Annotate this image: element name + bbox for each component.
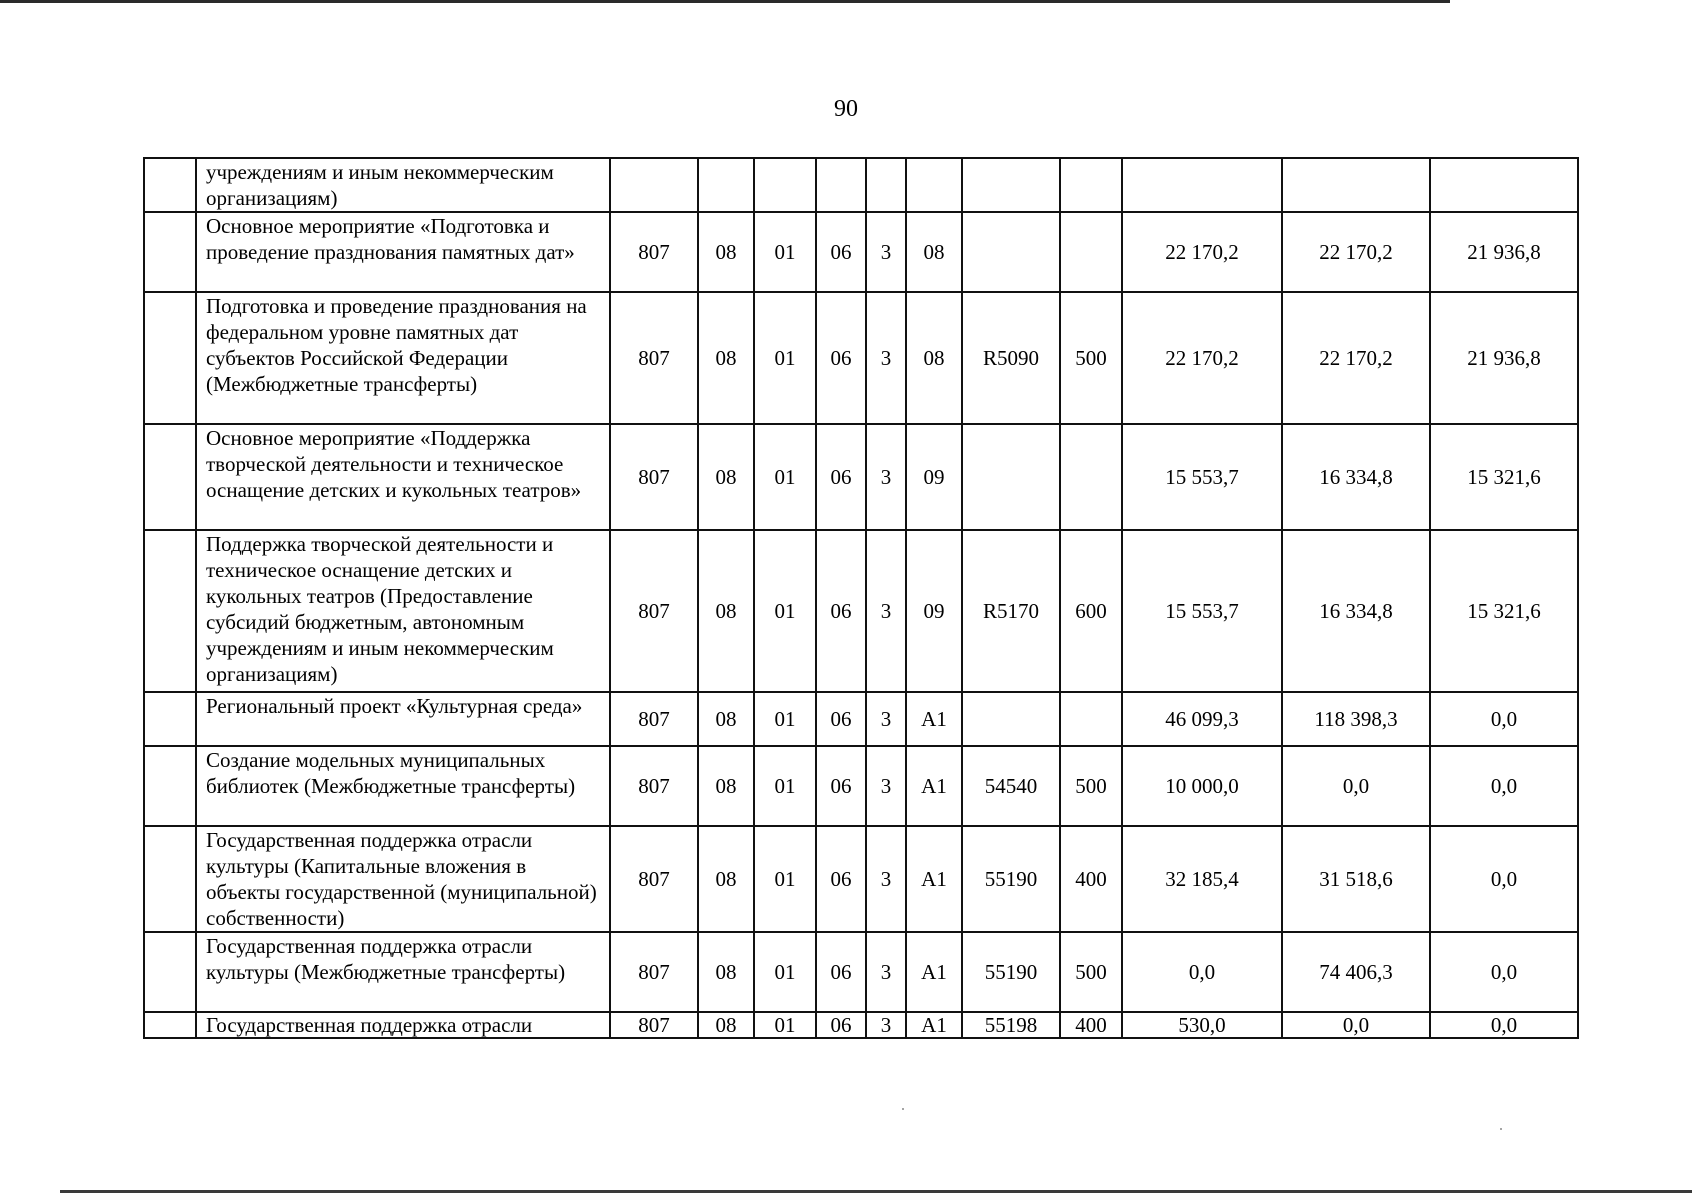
table-row [144,932,1578,1012]
amount-year3-cell: 0,0 [1430,1012,1578,1038]
grbs-cell: 807 [610,746,698,826]
event-cell: 08 [906,292,962,424]
amount-year2-cell: 16 334,8 [1282,530,1430,692]
table-row [144,1012,1578,1038]
subprogram-cell: 3 [866,1012,906,1038]
table-row [144,212,1578,292]
amount-year1-cell: 15 553,7 [1122,424,1282,530]
subsection-cell: 01 [754,292,816,424]
expense-type-cell [1060,158,1122,212]
event-cell: 09 [906,530,962,692]
subsection-cell: 01 [754,826,816,932]
amount-year2-cell [1282,158,1430,212]
subprogram-cell [866,158,906,212]
scan-edge-bottom [60,1190,1692,1193]
expense-type-cell [1060,212,1122,292]
row-name-cell: Государственная поддержка отрасли [196,1012,610,1038]
section-cell: 08 [698,530,754,692]
program-cell: 06 [816,932,866,1012]
amount-year1-cell: 32 185,4 [1122,826,1282,932]
program-cell: 06 [816,530,866,692]
subsection-cell: 01 [754,424,816,530]
expense-type-cell [1060,424,1122,530]
amount-year3-cell: 0,0 [1430,932,1578,1012]
amount-year3-cell: 0,0 [1430,826,1578,932]
subprogram-cell: 3 [866,530,906,692]
direction-code-cell [962,692,1060,746]
event-cell: 09 [906,424,962,530]
program-cell: 06 [816,826,866,932]
program-cell: 06 [816,212,866,292]
row-number-cell [144,424,196,530]
subprogram-cell: 3 [866,826,906,932]
subprogram-cell: 3 [866,692,906,746]
expense-type-cell: 600 [1060,530,1122,692]
grbs-cell: 807 [610,932,698,1012]
scan-speck [1500,1128,1502,1130]
table-row [144,826,1578,932]
direction-code-cell: R5170 [962,530,1060,692]
row-number-cell [144,292,196,424]
section-cell: 08 [698,1012,754,1038]
section-cell: 08 [698,746,754,826]
event-cell: A1 [906,746,962,826]
program-cell [816,158,866,212]
amount-year2-cell: 22 170,2 [1282,212,1430,292]
row-name-cell: учреждениям и иным некоммерческим организациям) [196,158,610,212]
row-name-cell: Государственная поддержка отрасли культуры (Межбюджетные трансферты) [196,932,610,1012]
grbs-cell: 807 [610,826,698,932]
budget-table [143,157,1579,1039]
direction-code-cell: 55190 [962,932,1060,1012]
scan-speck [902,1108,904,1110]
row-name-cell: Основное мероприятие «Подготовка и проведение празднования памятных дат» [196,212,610,292]
amount-year3-cell: 21 936,8 [1430,292,1578,424]
row-name-cell: Создание модельных муниципальных библиотек (Межбюджетные трансферты) [196,746,610,826]
subprogram-cell: 3 [866,932,906,1012]
row-number-cell [144,212,196,292]
subsection-cell: 01 [754,1012,816,1038]
expense-type-cell: 500 [1060,746,1122,826]
table-row [144,692,1578,746]
subsection-cell: 01 [754,746,816,826]
direction-code-cell: 55198 [962,1012,1060,1038]
row-number-cell [144,530,196,692]
direction-code-cell: R5090 [962,292,1060,424]
event-cell: A1 [906,932,962,1012]
section-cell [698,158,754,212]
amount-year3-cell: 15 321,6 [1430,424,1578,530]
table-row [144,292,1578,424]
grbs-cell: 807 [610,1012,698,1038]
direction-code-cell: 55190 [962,826,1060,932]
expense-type-cell: 500 [1060,932,1122,1012]
row-number-cell [144,746,196,826]
section-cell: 08 [698,424,754,530]
amount-year2-cell: 74 406,3 [1282,932,1430,1012]
table-row [144,158,1578,212]
amount-year3-cell: 21 936,8 [1430,212,1578,292]
amount-year1-cell: 15 553,7 [1122,530,1282,692]
amount-year1-cell: 46 099,3 [1122,692,1282,746]
expense-type-cell: 500 [1060,292,1122,424]
row-name-cell: Основное мероприятие «Поддержка творческой деятельности и техническое оснащение детских и кукольных театров» [196,424,610,530]
amount-year3-cell [1430,158,1578,212]
amount-year3-cell: 0,0 [1430,692,1578,746]
table-body [144,158,1578,1038]
subsection-cell: 01 [754,212,816,292]
subsection-cell [754,158,816,212]
amount-year2-cell: 0,0 [1282,746,1430,826]
amount-year1-cell: 22 170,2 [1122,212,1282,292]
section-cell: 08 [698,826,754,932]
row-name-cell: Поддержка творческой деятельности и техническое оснащение детских и кукольных театров (Предоставление субсидий бюджетным, автономным учреждениям и иным некоммерческим организациям) [196,530,610,692]
expense-type-cell: 400 [1060,826,1122,932]
grbs-cell: 807 [610,292,698,424]
event-cell: A1 [906,1012,962,1038]
row-name-cell: Государственная поддержка отрасли культуры (Капитальные вложения в объекты государственной (муниципальной) собственности) [196,826,610,932]
scan-edge-top [0,0,1450,3]
expense-type-cell: 400 [1060,1012,1122,1038]
section-cell: 08 [698,692,754,746]
amount-year1-cell: 10 000,0 [1122,746,1282,826]
direction-code-cell [962,158,1060,212]
direction-code-cell [962,212,1060,292]
row-name-cell: Подготовка и проведение празднования на федеральном уровне памятных дат субъектов Российской Федерации (Межбюджетные трансферты) [196,292,610,424]
grbs-cell [610,158,698,212]
amount-year3-cell: 0,0 [1430,746,1578,826]
direction-code-cell: 54540 [962,746,1060,826]
program-cell: 06 [816,746,866,826]
grbs-cell: 807 [610,212,698,292]
amount-year3-cell: 15 321,6 [1430,530,1578,692]
page-number: 90 [834,96,858,122]
program-cell: 06 [816,692,866,746]
event-cell [906,158,962,212]
section-cell: 08 [698,932,754,1012]
event-cell: 08 [906,212,962,292]
subsection-cell: 01 [754,932,816,1012]
row-number-cell [144,826,196,932]
subprogram-cell: 3 [866,292,906,424]
program-cell: 06 [816,1012,866,1038]
expense-type-cell [1060,692,1122,746]
amount-year2-cell: 16 334,8 [1282,424,1430,530]
grbs-cell: 807 [610,692,698,746]
row-name-cell: Региональный проект «Культурная среда» [196,692,610,746]
amount-year2-cell: 0,0 [1282,1012,1430,1038]
program-cell: 06 [816,292,866,424]
subsection-cell: 01 [754,530,816,692]
row-number-cell [144,1012,196,1038]
table-row [144,424,1578,530]
grbs-cell: 807 [610,424,698,530]
table-row [144,746,1578,826]
section-cell: 08 [698,292,754,424]
event-cell: A1 [906,826,962,932]
row-number-cell [144,932,196,1012]
grbs-cell: 807 [610,530,698,692]
subprogram-cell: 3 [866,746,906,826]
event-cell: A1 [906,692,962,746]
amount-year2-cell: 22 170,2 [1282,292,1430,424]
amount-year1-cell: 22 170,2 [1122,292,1282,424]
table-row [144,530,1578,692]
amount-year1-cell [1122,158,1282,212]
program-cell: 06 [816,424,866,530]
amount-year2-cell: 118 398,3 [1282,692,1430,746]
row-number-cell [144,158,196,212]
subprogram-cell: 3 [866,424,906,530]
section-cell: 08 [698,212,754,292]
direction-code-cell [962,424,1060,530]
row-number-cell [144,692,196,746]
amount-year2-cell: 31 518,6 [1282,826,1430,932]
amount-year1-cell: 0,0 [1122,932,1282,1012]
subsection-cell: 01 [754,692,816,746]
subprogram-cell: 3 [866,212,906,292]
amount-year1-cell: 530,0 [1122,1012,1282,1038]
